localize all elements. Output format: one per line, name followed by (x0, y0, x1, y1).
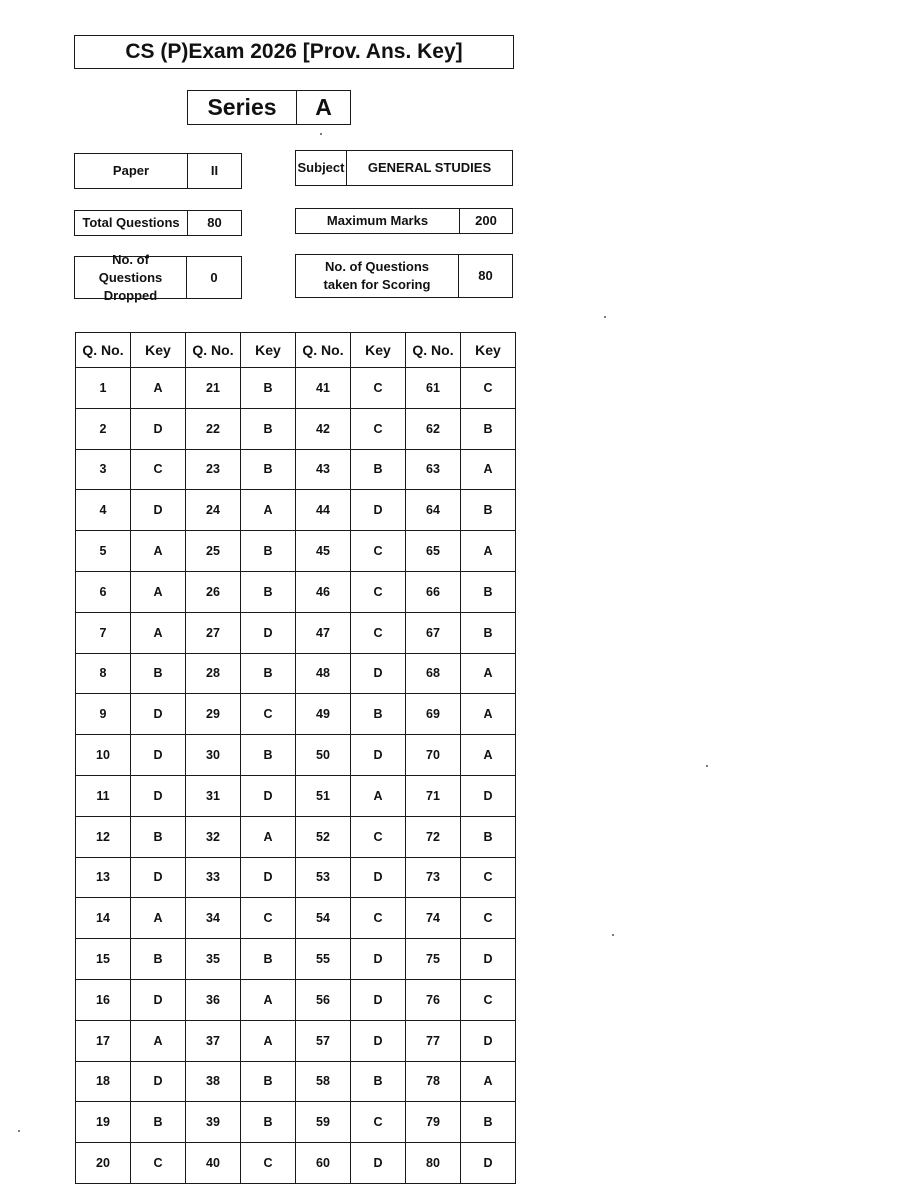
scoring-box (295, 254, 513, 298)
answer-key-cell: C (351, 368, 406, 409)
question-number-cell: 66 (406, 571, 461, 612)
question-number-cell: 3 (76, 449, 131, 490)
question-number-cell: 8 (76, 653, 131, 694)
question-number-cell: 60 (296, 1143, 351, 1184)
question-number-cell: 30 (186, 735, 241, 776)
answer-key-cell: B (241, 368, 296, 409)
answer-key-cell: D (351, 979, 406, 1020)
question-number-cell: 29 (186, 694, 241, 735)
table-row (76, 694, 516, 735)
table-row (76, 571, 516, 612)
question-number-cell: 7 (76, 612, 131, 653)
question-number-cell: 34 (186, 898, 241, 939)
answer-key-cell: C (351, 408, 406, 449)
answer-key-cell: C (351, 612, 406, 653)
page-title: CS (P)Exam 2026 [Prov. Ans. Key] (74, 35, 514, 69)
subject-label: Subject (296, 151, 347, 185)
question-number-cell: 80 (406, 1143, 461, 1184)
table-row (76, 1061, 516, 1102)
paper-value: II (210, 163, 219, 178)
question-number-cell: 79 (406, 1102, 461, 1143)
answer-key-cell: B (131, 939, 186, 980)
question-number-cell: 2 (76, 408, 131, 449)
table-row (76, 939, 516, 980)
header-question-number: Q. No. (296, 333, 351, 368)
header-key: Key (241, 333, 296, 368)
answer-key-cell: D (461, 939, 516, 980)
answer-key-cell: A (131, 531, 186, 572)
answer-key-cell: D (461, 1143, 516, 1184)
answer-key-cell: B (241, 531, 296, 572)
question-number-cell: 70 (406, 735, 461, 776)
question-number-cell: 1 (76, 368, 131, 409)
answer-key-cell: D (351, 1143, 406, 1184)
dropped-label: No. of Questions Dropped (75, 257, 187, 298)
header-question-number: Q. No. (76, 333, 131, 368)
question-number-cell: 50 (296, 735, 351, 776)
question-number-cell: 62 (406, 408, 461, 449)
answer-key-cell: D (131, 857, 186, 898)
header-question-number: Q. No. (406, 333, 461, 368)
question-number-cell: 36 (186, 979, 241, 1020)
table-row (76, 490, 516, 531)
scoring-value: 80 (478, 268, 493, 283)
answer-key-cell: A (351, 775, 406, 816)
table-row (76, 1020, 516, 1061)
answer-key-cell: B (351, 694, 406, 735)
question-number-cell: 54 (296, 898, 351, 939)
total-questions-box (74, 210, 242, 236)
question-number-cell: 14 (76, 898, 131, 939)
question-number-cell: 26 (186, 571, 241, 612)
question-number-cell: 56 (296, 979, 351, 1020)
question-number-cell: 71 (406, 775, 461, 816)
question-number-cell: 25 (186, 531, 241, 572)
question-number-cell: 9 (76, 694, 131, 735)
question-number-cell: 46 (296, 571, 351, 612)
answer-key-cell: A (241, 1020, 296, 1061)
answer-key-cell: A (461, 1061, 516, 1102)
question-number-cell: 10 (76, 735, 131, 776)
question-number-cell: 17 (76, 1020, 131, 1061)
series-box (187, 90, 351, 125)
answer-key-cell: C (351, 1102, 406, 1143)
question-number-cell: 12 (76, 816, 131, 857)
answer-key-cell: D (131, 1061, 186, 1102)
answer-key-cell: B (461, 612, 516, 653)
answer-key-cell: D (241, 857, 296, 898)
question-number-cell: 16 (76, 979, 131, 1020)
question-number-cell: 39 (186, 1102, 241, 1143)
question-number-cell: 49 (296, 694, 351, 735)
answer-key-cell: B (241, 939, 296, 980)
question-number-cell: 35 (186, 939, 241, 980)
question-number-cell: 11 (76, 775, 131, 816)
question-number-cell: 64 (406, 490, 461, 531)
answer-key-cell: D (351, 857, 406, 898)
table-row (76, 857, 516, 898)
maximum-marks-value: 200 (475, 213, 497, 228)
answer-key-cell: A (461, 531, 516, 572)
table-row (76, 1143, 516, 1184)
answer-key-cell: D (241, 612, 296, 653)
answer-key-cell: C (351, 571, 406, 612)
question-number-cell: 13 (76, 857, 131, 898)
question-number-cell: 28 (186, 653, 241, 694)
answer-key-cell: A (461, 735, 516, 776)
question-number-cell: 6 (76, 571, 131, 612)
maximum-marks-label: Maximum Marks (296, 209, 460, 233)
answer-key-cell: A (241, 490, 296, 531)
answer-key-cell: A (461, 449, 516, 490)
question-number-cell: 47 (296, 612, 351, 653)
answer-key-cell: D (131, 490, 186, 531)
question-number-cell: 41 (296, 368, 351, 409)
answer-key-cell: A (131, 898, 186, 939)
question-number-cell: 77 (406, 1020, 461, 1061)
question-number-cell: 37 (186, 1020, 241, 1061)
answer-key-cell: D (131, 979, 186, 1020)
question-number-cell: 59 (296, 1102, 351, 1143)
maximum-marks-box (295, 208, 513, 234)
question-number-cell: 74 (406, 898, 461, 939)
answer-key-table (75, 332, 516, 1184)
question-number-cell: 57 (296, 1020, 351, 1061)
answer-key-cell: B (461, 408, 516, 449)
answer-key-cell: B (241, 1102, 296, 1143)
question-number-cell: 51 (296, 775, 351, 816)
answer-key-cell: B (351, 449, 406, 490)
answer-key-cell: B (461, 490, 516, 531)
answer-key-cell: D (131, 694, 186, 735)
table-row (76, 653, 516, 694)
answer-key-cell: A (131, 612, 186, 653)
answer-key-cell: D (351, 1020, 406, 1061)
question-number-cell: 52 (296, 816, 351, 857)
total-questions-value: 80 (207, 215, 222, 230)
answer-key-cell: A (241, 816, 296, 857)
dropped-value: 0 (210, 269, 218, 285)
question-number-cell: 31 (186, 775, 241, 816)
question-number-cell: 22 (186, 408, 241, 449)
scan-speck (706, 765, 708, 767)
question-number-cell: 38 (186, 1061, 241, 1102)
answer-key-cell: A (461, 653, 516, 694)
answer-key-cell: D (461, 775, 516, 816)
question-number-cell: 78 (406, 1061, 461, 1102)
scan-speck (18, 1130, 20, 1132)
question-number-cell: 15 (76, 939, 131, 980)
answer-key-cell: D (131, 408, 186, 449)
question-number-cell: 32 (186, 816, 241, 857)
answer-key-cell: C (241, 694, 296, 735)
answer-key-cell: A (461, 694, 516, 735)
answer-key-cell: B (241, 1061, 296, 1102)
answer-key-cell: B (241, 449, 296, 490)
answer-key-cell: B (241, 653, 296, 694)
answer-key-cell: D (351, 735, 406, 776)
question-number-cell: 68 (406, 653, 461, 694)
answer-key-cell: C (351, 816, 406, 857)
header-question-number: Q. No. (186, 333, 241, 368)
question-number-cell: 72 (406, 816, 461, 857)
table-row (76, 408, 516, 449)
question-number-cell: 69 (406, 694, 461, 735)
question-number-cell: 55 (296, 939, 351, 980)
answer-key-cell: C (461, 368, 516, 409)
table-row (76, 449, 516, 490)
header-key: Key (461, 333, 516, 368)
answer-key-cell: D (351, 490, 406, 531)
answer-key-cell: D (241, 775, 296, 816)
question-number-cell: 18 (76, 1061, 131, 1102)
question-number-cell: 4 (76, 490, 131, 531)
header-key: Key (351, 333, 406, 368)
answer-key-cell: C (131, 1143, 186, 1184)
answer-key-cell: B (351, 1061, 406, 1102)
answer-key-cell: B (461, 571, 516, 612)
dropped-box (74, 251, 242, 303)
answer-key-cell: A (131, 368, 186, 409)
header-key: Key (131, 333, 186, 368)
question-number-cell: 40 (186, 1143, 241, 1184)
answer-key-cell: B (461, 816, 516, 857)
paper-label: Paper (75, 154, 188, 188)
question-number-cell: 61 (406, 368, 461, 409)
question-number-cell: 20 (76, 1143, 131, 1184)
answer-key-cell: A (131, 571, 186, 612)
answer-key-cell: D (461, 1020, 516, 1061)
question-number-cell: 63 (406, 449, 461, 490)
table-row (76, 775, 516, 816)
table-row (76, 735, 516, 776)
question-number-cell: 58 (296, 1061, 351, 1102)
answer-key-cell: B (461, 1102, 516, 1143)
answer-key-cell: C (461, 857, 516, 898)
table-row (76, 612, 516, 653)
answer-key-cell: B (131, 1102, 186, 1143)
answer-key-cell: B (241, 735, 296, 776)
question-number-cell: 67 (406, 612, 461, 653)
answer-key-cell: D (351, 653, 406, 694)
answer-key-cell: A (241, 979, 296, 1020)
answer-key-cell: B (241, 408, 296, 449)
answer-key-cell: B (131, 816, 186, 857)
question-number-cell: 43 (296, 449, 351, 490)
question-number-cell: 65 (406, 531, 461, 572)
answer-key-cell: C (241, 1143, 296, 1184)
question-number-cell: 76 (406, 979, 461, 1020)
answer-key-cell: C (461, 979, 516, 1020)
table-row (76, 368, 516, 409)
scan-speck (320, 133, 322, 135)
table-row (76, 531, 516, 572)
question-number-cell: 75 (406, 939, 461, 980)
answer-key-cell: A (131, 1020, 186, 1061)
table-header-row (76, 333, 516, 368)
question-number-cell: 27 (186, 612, 241, 653)
question-number-cell: 33 (186, 857, 241, 898)
question-number-cell: 24 (186, 490, 241, 531)
table-row (76, 898, 516, 939)
subject-box (295, 150, 513, 186)
answer-key-cell: D (131, 735, 186, 776)
series-label: Series (188, 91, 297, 124)
answer-key-cell: C (351, 898, 406, 939)
table-row (76, 979, 516, 1020)
question-number-cell: 5 (76, 531, 131, 572)
question-number-cell: 19 (76, 1102, 131, 1143)
answer-key-cell: C (241, 898, 296, 939)
question-number-cell: 45 (296, 531, 351, 572)
question-number-cell: 23 (186, 449, 241, 490)
scan-speck (612, 934, 614, 936)
question-number-cell: 44 (296, 490, 351, 531)
question-number-cell: 73 (406, 857, 461, 898)
table-row (76, 1102, 516, 1143)
scoring-label: No. of Questions taken for Scoring (296, 255, 459, 297)
answer-key-cell: C (461, 898, 516, 939)
series-value: A (315, 94, 332, 120)
total-questions-label: Total Questions (75, 211, 188, 235)
answer-key-cell: B (131, 653, 186, 694)
table-row (76, 816, 516, 857)
answer-key-cell: C (351, 531, 406, 572)
subject-value: GENERAL STUDIES (367, 160, 492, 175)
table-body (76, 368, 516, 1184)
question-number-cell: 53 (296, 857, 351, 898)
paper-box (74, 153, 242, 189)
scan-speck (604, 316, 606, 318)
answer-key-cell: C (131, 449, 186, 490)
answer-key-cell: D (351, 939, 406, 980)
question-number-cell: 21 (186, 368, 241, 409)
question-number-cell: 42 (296, 408, 351, 449)
question-number-cell: 48 (296, 653, 351, 694)
answer-key-cell: D (131, 775, 186, 816)
answer-key-cell: B (241, 571, 296, 612)
